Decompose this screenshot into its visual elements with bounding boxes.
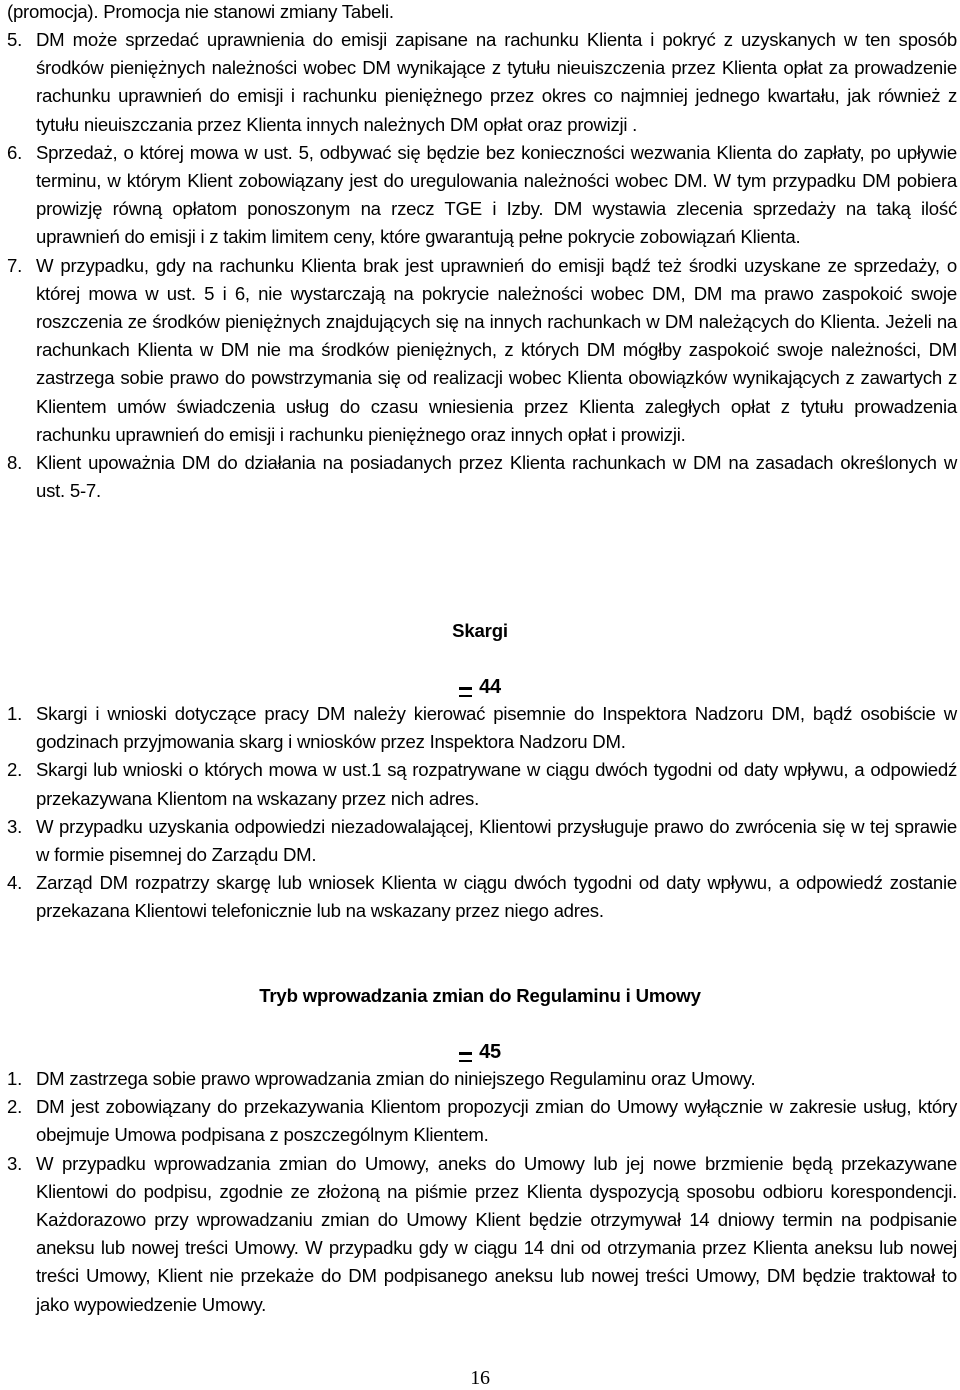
section-heading-skargi: Skargi <box>452 620 508 641</box>
list-item <box>7 449 957 505</box>
item-text: Sprzedaż, o której mowa w ust. 5, odbywać się będzie bez konieczności wezwania Klienta do zapłaty, po upływie terminu, w którym Klient zobowiązany jest do uregulowania należności wobec DM. W tym przypadku DM pobiera prowizję równą opłatom ponoszonym na rzecz TGE i Izby. DM wystawia zlecenia sprzedaży na taką ilość uprawnień do emisji i z takim limitem ceny, które gwarantują pełne pokrycie zobowiązań Klienta. <box>36 141 957 248</box>
list-item <box>7 700 957 756</box>
section1-list <box>7 26 957 505</box>
item-number: 2. <box>7 1096 23 1118</box>
item-text: DM zastrzega sobie prawo wprowadzania zmian do niniejszego Regulaminu oraz Umowy. <box>36 1068 756 1089</box>
item-number: 5. <box>7 29 23 50</box>
list-item <box>7 813 957 869</box>
item-text: DM jest zobowiązany do przekazywania Klientom propozycji zmian do Umowy wyłącznie w zakresie usług, który obejmuje Umowa podpisana z poszczególnym Klientem. <box>36 1096 957 1146</box>
item-number: 7. <box>7 254 23 276</box>
item-text: Klient upoważnia DM do działania na posiadanych przez Klienta rachunkach w DM na zasadach określonych w ust. 5-7. <box>36 452 957 502</box>
item-number: 1. <box>7 1068 23 1089</box>
section-heading-tryb: Tryb wprowadzania zmian do Regulaminu i Umowy <box>259 985 701 1006</box>
tryb-list <box>7 1065 957 1319</box>
page-number: 16 <box>470 1367 490 1389</box>
list-item <box>7 1065 957 1093</box>
section-sign-icon <box>459 673 473 697</box>
paragraph-number: 44 <box>479 676 501 698</box>
item-text: W przypadku wprowadzania zmian do Umowy, aneks do Umowy lub jej nowe brzmienie będą przekazywane Klientowi do podpisu, zgodnie ze złożoną na piśmie przez Klienta dyspozycją sposobu odbioru korespondencji. Każdorazowo przy wprowadzaniu zmian do Umowy Klient będzie otrzymywał 14 dniowy termin na podpisanie aneksu lub nowej treści Umowy. W przypadku gdy w ciągu 14 dni od otrzymania przez Klienta aneksu lub nowej treści Umowy, Klient nie przekaże do DM podpisanego aneksu lub nowej treści Umowy, DM będzie traktował to jako wypowiedzenie Umowy. <box>36 1152 957 1315</box>
list-item <box>7 756 957 812</box>
list-item <box>7 139 957 252</box>
item-text: DM może sprzedać uprawnienia do emisji zapisane na rachunku Klienta i pokryć z uzyskanych w ten sposób środków pieniężnych należności wobec DM wynikające z tytułu nieuiszczenia przez Klienta opłat za prowadzenie rachunku uprawnień do emisji i rachunku pieniężnego przez okres co najmniej jednego kwartału, jak również z tytułu nieuiszczania przez Klienta innych należnych DM opłat oraz prowizji . <box>36 29 957 135</box>
item-text: Skargi i wnioski dotyczące pracy DM należy kierować pisemnie do Inspektora Nadzoru DM, bądź osobiście w godzinach przyjmowania skarg i wniosków przez Inspektora Nadzoru DM. <box>36 703 957 753</box>
item-number: 3. <box>7 815 23 837</box>
list-item <box>7 1150 957 1319</box>
item-number: 6. <box>7 141 23 163</box>
skargi-list <box>7 700 957 926</box>
section-sign-icon <box>459 1038 473 1062</box>
list-item <box>7 869 957 925</box>
intro-line: (promocja). Promocja nie stanowi zmiany Tabeli. <box>7 1 394 22</box>
list-item <box>7 1093 957 1149</box>
item-text: W przypadku, gdy na rachunku Klienta brak jest uprawnień do emisji bądź też środki uzyskane ze sprzedaży, o której mowa w ust. 5 i 6, nie wystarczają na pokrycie należności wobec DM, DM ma prawo zaspokoić swoje roszczenia ze środków pieniężnych znajdujących się na innych rachunkach w DM należących do Klienta. Jeżeli na rachunkach Klienta w DM nie ma środków pieniężnych, z których DM mógłby zaspokoić swoje należności, DM zastrzega sobie prawo do powstrzymania się od realizacji wobec Klienta obowiązków wynikających z zawartych z Klientem umów świadczenia usług do czasu wniesienia przez Klienta zaległych opłat z tytułu prowadzenia rachunku uprawnień do emisji i rachunku pieniężnego oraz innych opłat i prowizji. <box>36 254 957 445</box>
list-item <box>7 26 957 139</box>
item-number: 1. <box>7 703 23 724</box>
item-number: 2. <box>7 759 23 781</box>
paragraph-number-44 <box>0 673 960 701</box>
paragraph-number-45 <box>0 1038 960 1066</box>
item-number: 8. <box>7 452 23 474</box>
item-text: W przypadku uzyskania odpowiedzi niezadowalającej, Klientowi przysługuje prawo do zwrócenia się w tej sprawie w formie pisemnej do Zarządu DM. <box>36 815 957 866</box>
paragraph-number: 45 <box>479 1041 501 1063</box>
item-text: Skargi lub wnioski o których mowa w ust.1 są rozpatrywane w ciągu dwóch tygodni od daty wpływu, a odpowiedź przekazywana Klientom na wskazany przez nich adres. <box>36 759 957 809</box>
item-number: 4. <box>7 872 23 894</box>
list-item <box>7 252 957 449</box>
item-text: Zarząd DM rozpatrzy skargę lub wniosek Klienta w ciągu dwóch tygodni od daty wpływu, a odpowiedź zostanie przekazana Klientowi telefonicznie lub na wskazany przez niego adres. <box>36 872 957 922</box>
item-number: 3. <box>7 1152 23 1174</box>
